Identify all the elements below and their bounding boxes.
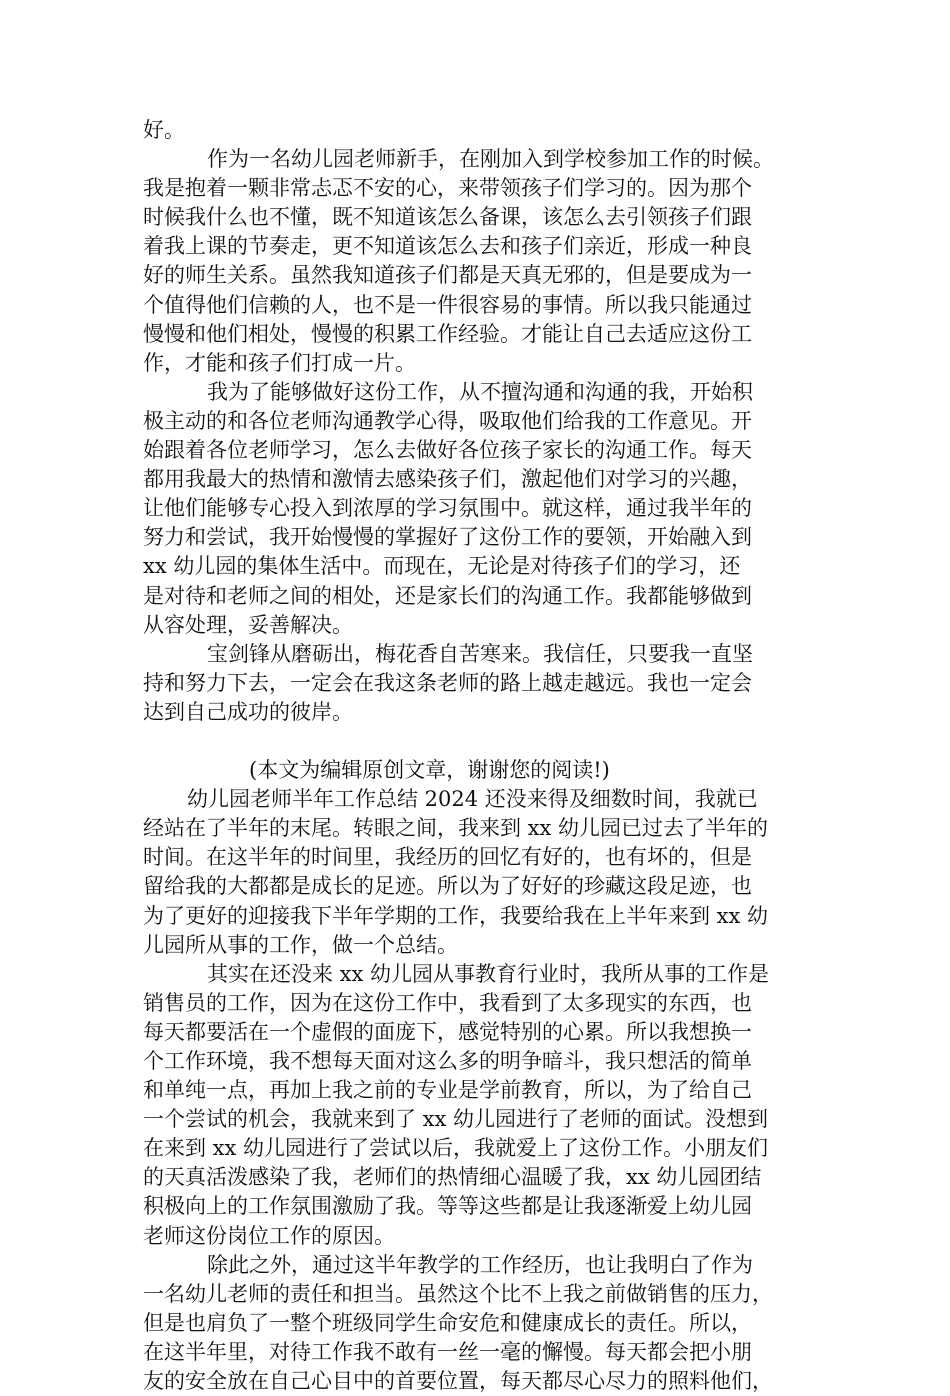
- paragraph-line: 我是抱着一颗非常忐忑不安的心，来带领孩子们学习的。因为那个: [143, 176, 752, 201]
- paragraph-line: 一个尝试的机会，我就来到了 xx 幼儿园进行了老师的面试。没想到: [143, 1107, 769, 1132]
- paragraph-line: 友的安全放在自己心目中的首要位置，每天都尽心尽力的照料他们，: [143, 1369, 773, 1394]
- paragraph-line: 和单纯一点，再加上我之前的专业是学前教育，所以，为了给自己: [143, 1078, 752, 1103]
- paragraph-line: 老师这份岗位工作的原因。: [143, 1223, 395, 1248]
- paragraph-line: 积极向上的工作氛围激励了我。等等这些都是让我逐渐爱上幼儿园: [143, 1194, 752, 1219]
- paragraph-line: 为了更好的迎接我下半年学期的工作，我要给我在上半年来到 xx 幼: [143, 903, 769, 928]
- paragraph-line: 好的师生关系。虽然我知道孩子们都是天真无邪的，但是要成为一: [143, 263, 752, 288]
- paragraph-line: 是对待和老师之间的相处，还是家长们的沟通工作。我都能够做到: [143, 583, 752, 608]
- paragraph-line: 时候我什么也不懂，既不知道该怎么备课，该怎么去引领孩子们跟: [143, 205, 752, 230]
- paragraph-line: 其实在还没来 xx 幼儿园从事教育行业时，我所从事的工作是: [207, 961, 770, 986]
- paragraph-line: 儿园所从事的工作，做一个总结。: [143, 932, 458, 957]
- paragraph-line: 好。: [143, 118, 185, 142]
- paragraph-line: 留给我的大都都是成长的足迹。所以为了好好的珍藏这段足迹，也: [143, 874, 752, 899]
- paragraph-line: 的天真活泼感染了我，老师们的热情细心温暖了我，xx 幼儿园团结: [143, 1165, 762, 1190]
- paragraph-line: 慢慢和他们相处，慢慢的积累工作经验。才能让自己去适应这份工: [143, 321, 752, 346]
- paragraph-line: 每天都要活在一个虚假的面庞下，感觉特别的心累。所以我想换一: [143, 1019, 752, 1044]
- paragraph-line: 着我上课的节奏走，更不知道该怎么去和孩子们亲近，形成一种良: [143, 234, 752, 259]
- article-title-line: 幼儿园老师半年工作总结 2024 还没来得及细数时间，我就已: [187, 787, 758, 812]
- paragraph-line: 极主动的和各位老师沟通教学心得，吸取他们给我的工作意见。开: [143, 408, 752, 433]
- paragraph-line: xx 幼儿园的集体生活中。而现在，无论是对待孩子们的学习，还: [143, 554, 741, 579]
- paragraph-line: 作，才能和孩子们打成一片。: [143, 350, 416, 375]
- paragraph-line: 在来到 xx 幼儿园进行了尝试以后，我就爱上了这份工作。小朋友们: [143, 1136, 769, 1161]
- blank-line: [143, 727, 823, 756]
- paragraph-line: 从容处理，妥善解决。: [143, 612, 353, 637]
- paragraph-line: 让他们能够专心投入到浓厚的学习氛围中。就这样，通过我半年的: [143, 496, 752, 521]
- paragraph-line: 努力和尝试，我开始慢慢的掌握好了这份工作的要领，开始融入到: [143, 525, 752, 550]
- paragraph-line: 个工作环境，我不想每天面对这么多的明争暗斗，我只想活的简单: [143, 1049, 752, 1073]
- paragraph-line: 但是也肩负了一整个班级同学生命安危和健康成长的责任。所以，: [143, 1310, 752, 1335]
- paragraph-line: 在这半年里，对待工作我不敢有一丝一毫的懈慢。每天都会把小朋: [143, 1339, 752, 1364]
- paragraph-line: 持和努力下去，一定会在我这条老师的路上越走越远。我也一定会: [143, 670, 752, 695]
- paragraph-line: 个值得他们信赖的人，也不是一件很容易的事情。所以我只能通过: [143, 292, 752, 317]
- paragraph-line: 达到自己成功的彼岸。: [143, 699, 353, 724]
- editor-note: (本文为编辑原创文章，谢谢您的阅读!): [249, 758, 610, 783]
- paragraph-line: 销售员的工作，因为在这份工作中，我看到了太多现实的东西，也: [143, 990, 752, 1015]
- paragraph-line: 作为一名幼儿园老师新手，在刚加入到学校参加工作的时候。: [207, 147, 774, 172]
- paragraph-line: 除此之外，通过这半年教学的工作经历，也让我明白了作为: [207, 1252, 753, 1277]
- paragraph-line: 一名幼儿老师的责任和担当。虽然这个比不上我之前做销售的压力，: [143, 1281, 773, 1306]
- paragraph-line: 经站在了半年的末尾。转眼之间，我来到 xx 幼儿园已过去了半年的: [143, 816, 769, 841]
- paragraph-line: 宝剑锋从磨砺出，梅花香自苦寒来。我信任，只要我一直坚: [207, 641, 753, 666]
- paragraph-line: 始跟着各位老师学习，怎么去做好各位孩子家长的沟通工作。每天: [143, 438, 752, 463]
- paragraph-line: 都用我最大的热情和激情去感染孩子们，激起他们对学习的兴趣，: [143, 467, 752, 492]
- document-body: [143, 116, 823, 1396]
- paragraph-line: 时间。在这半年的时间里，我经历的回忆有好的，也有坏的，但是: [143, 845, 752, 870]
- paragraph-line: 我为了能够做好这份工作，从不擅沟通和沟通的我，开始积: [207, 379, 753, 404]
